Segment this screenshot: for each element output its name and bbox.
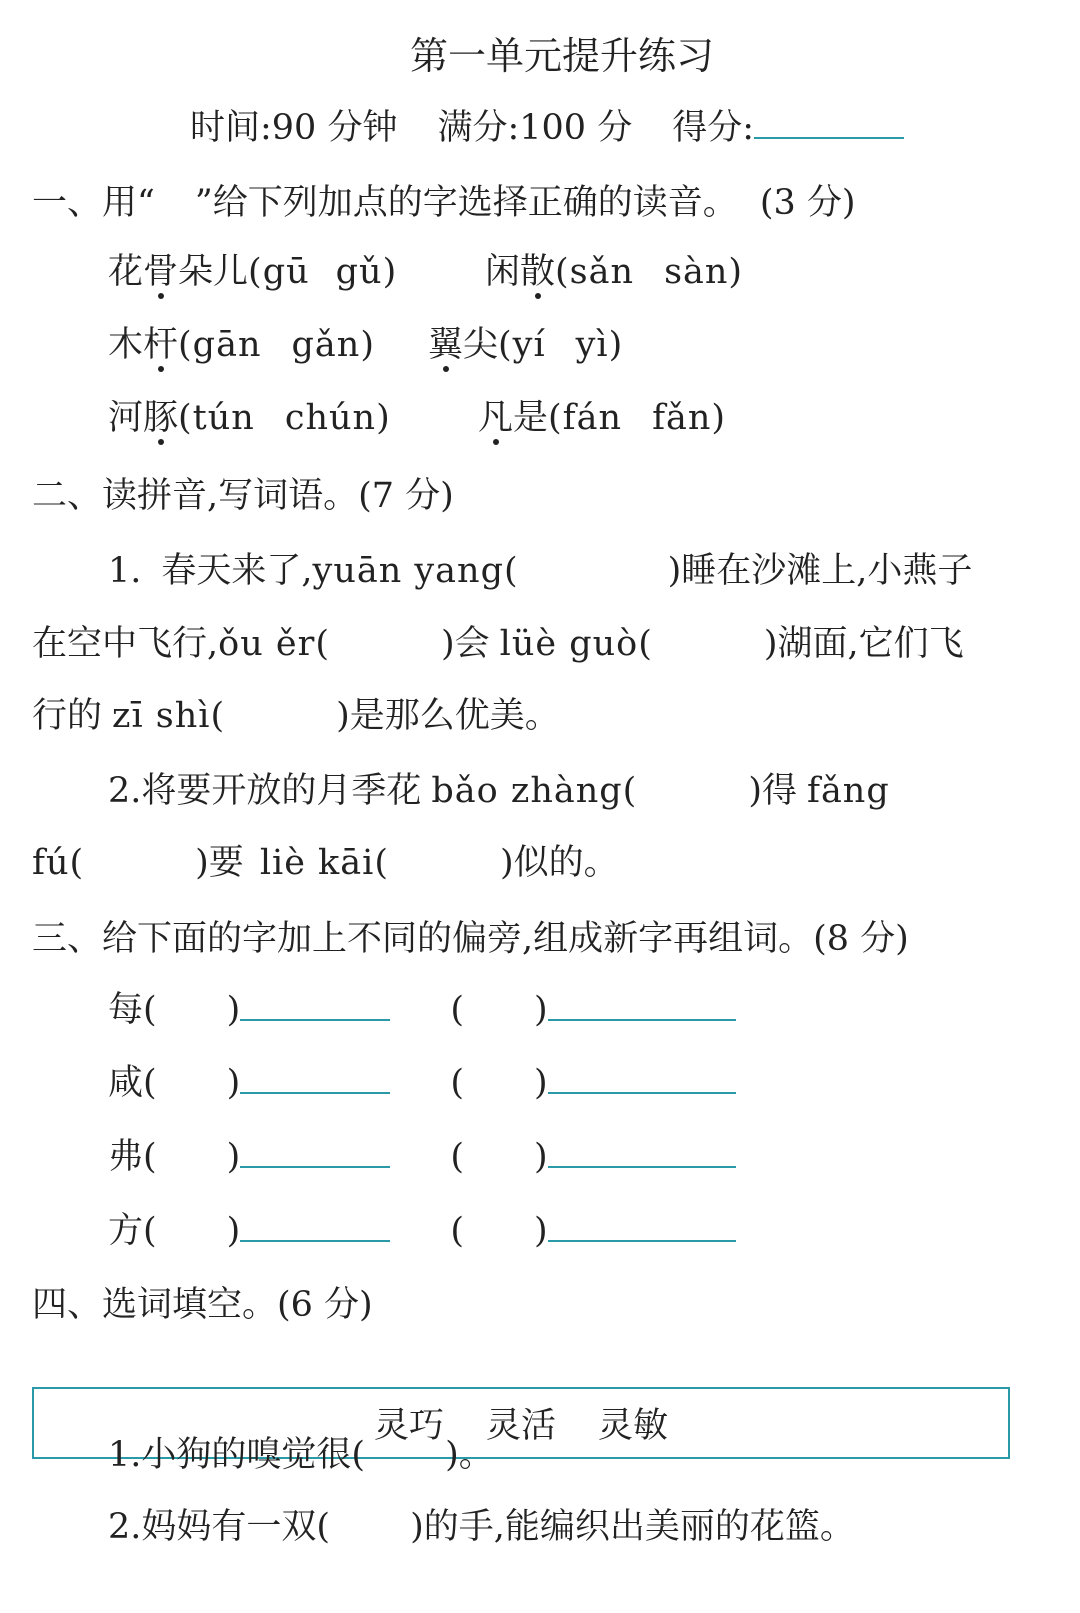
q2-sentence-2-line-1: 2.将要开放的月季花 bǎo zhàng( )得 fǎng bbox=[108, 771, 890, 811]
word-blank[interactable] bbox=[240, 1136, 390, 1168]
word-blank[interactable] bbox=[240, 1210, 390, 1242]
dotted-char: 凡 bbox=[478, 398, 514, 438]
word-blank[interactable] bbox=[240, 989, 390, 1021]
q1-item: 花骨朵儿(gū gǔ) bbox=[108, 252, 398, 292]
pinyin: fú bbox=[32, 843, 70, 883]
q2-heading: 二、读拼音,写词语。(7 分) bbox=[32, 476, 454, 516]
answer-blank[interactable]: ( bbox=[374, 843, 388, 883]
q1-heading: 一、用“ ”给下列加点的字选择正确的读音。 (3 分) bbox=[32, 183, 856, 223]
pinyin: liè kāi bbox=[259, 843, 375, 883]
q4-heading: 四、选词填空。(6 分) bbox=[32, 1285, 373, 1325]
q3-row: 方( ) ( ) bbox=[108, 1209, 736, 1253]
dotted-char: 骨 bbox=[143, 252, 179, 292]
full-score: 满分:100 分 bbox=[437, 108, 633, 148]
word-blank[interactable] bbox=[548, 989, 736, 1021]
pinyin: yuān yang bbox=[312, 551, 504, 591]
answer-blank[interactable]: ( bbox=[210, 696, 225, 736]
base-char: 每 bbox=[108, 990, 144, 1030]
q1-item: 翼尖(yí yì) bbox=[428, 325, 624, 365]
dotted-char: 翼 bbox=[428, 325, 464, 365]
dotted-char: 豚 bbox=[143, 398, 179, 438]
q3-row: 弗( ) ( ) bbox=[108, 1135, 736, 1179]
base-char: 方 bbox=[108, 1211, 144, 1251]
word-option: 灵巧 bbox=[373, 1406, 444, 1446]
answer-blank[interactable]: ( bbox=[315, 624, 329, 664]
q4-sentence-1: 1.小狗的嗅觉很( )。 bbox=[108, 1435, 494, 1475]
base-char: 弗 bbox=[108, 1137, 144, 1177]
q2-sentence-1-line-1: 1. 春天来了,yuān yang( )睡在沙滩上,小燕子 bbox=[108, 551, 973, 591]
q1-points: (3 分) bbox=[759, 183, 856, 223]
pinyin: lüè guò bbox=[499, 624, 639, 664]
exam-header bbox=[190, 106, 904, 150]
score-field[interactable] bbox=[754, 107, 904, 139]
dotted-char: 杆 bbox=[143, 325, 179, 365]
base-char: 咸 bbox=[108, 1063, 144, 1103]
q2-sentence-1-line-2: 在空中飞行,ǒu ěr( )会 lüè guò( )湖面,它们飞 bbox=[32, 624, 964, 664]
answer-blank[interactable]: ( bbox=[622, 771, 637, 811]
q1-item: 凡是(fán fǎn) bbox=[478, 398, 727, 438]
pinyin: bǎo zhàng bbox=[431, 771, 623, 811]
q4-sentence-2: 2.妈妈有一双( )的手,能编织出美丽的花篮。 bbox=[108, 1507, 855, 1547]
word-blank[interactable] bbox=[548, 1136, 736, 1168]
q1-item: 河豚(tún chún) bbox=[108, 398, 391, 438]
answer-blank[interactable]: ( bbox=[503, 551, 518, 591]
q2-sentence-2-line-2: fú( )要 liè kāi( )似的。 bbox=[32, 843, 619, 883]
q3-heading: 三、给下面的字加上不同的偏旁,组成新字再组词。(8 分) bbox=[32, 919, 909, 959]
answer-blank[interactable]: ( bbox=[638, 624, 652, 664]
pinyin: fǎng bbox=[806, 771, 890, 811]
dotted-char: 散 bbox=[520, 252, 556, 292]
word-blank[interactable] bbox=[548, 1210, 736, 1242]
answer-blank[interactable]: ( bbox=[69, 843, 84, 883]
page-title: 第一单元提升练习 bbox=[410, 34, 715, 78]
word-blank[interactable] bbox=[240, 1062, 390, 1094]
q3-row: 咸( ) ( ) bbox=[108, 1061, 736, 1105]
q1-item: 木杆(gān gǎn) bbox=[108, 325, 375, 365]
pinyin: zī shì bbox=[112, 696, 211, 736]
word-option: 灵敏 bbox=[598, 1406, 669, 1446]
score-label: 得分: bbox=[672, 108, 754, 148]
q2-sentence-1-line-3: 行的 zī shì( )是那么优美。 bbox=[32, 696, 560, 736]
word-blank[interactable] bbox=[548, 1062, 736, 1094]
q1-item: 闲散(sǎn sàn) bbox=[485, 252, 744, 292]
time-limit: 时间:90 分钟 bbox=[190, 108, 398, 148]
pinyin: ǒu ěr bbox=[218, 624, 316, 664]
word-option: 灵活 bbox=[485, 1406, 556, 1446]
q3-row: 每( ) ( ) bbox=[108, 988, 736, 1032]
